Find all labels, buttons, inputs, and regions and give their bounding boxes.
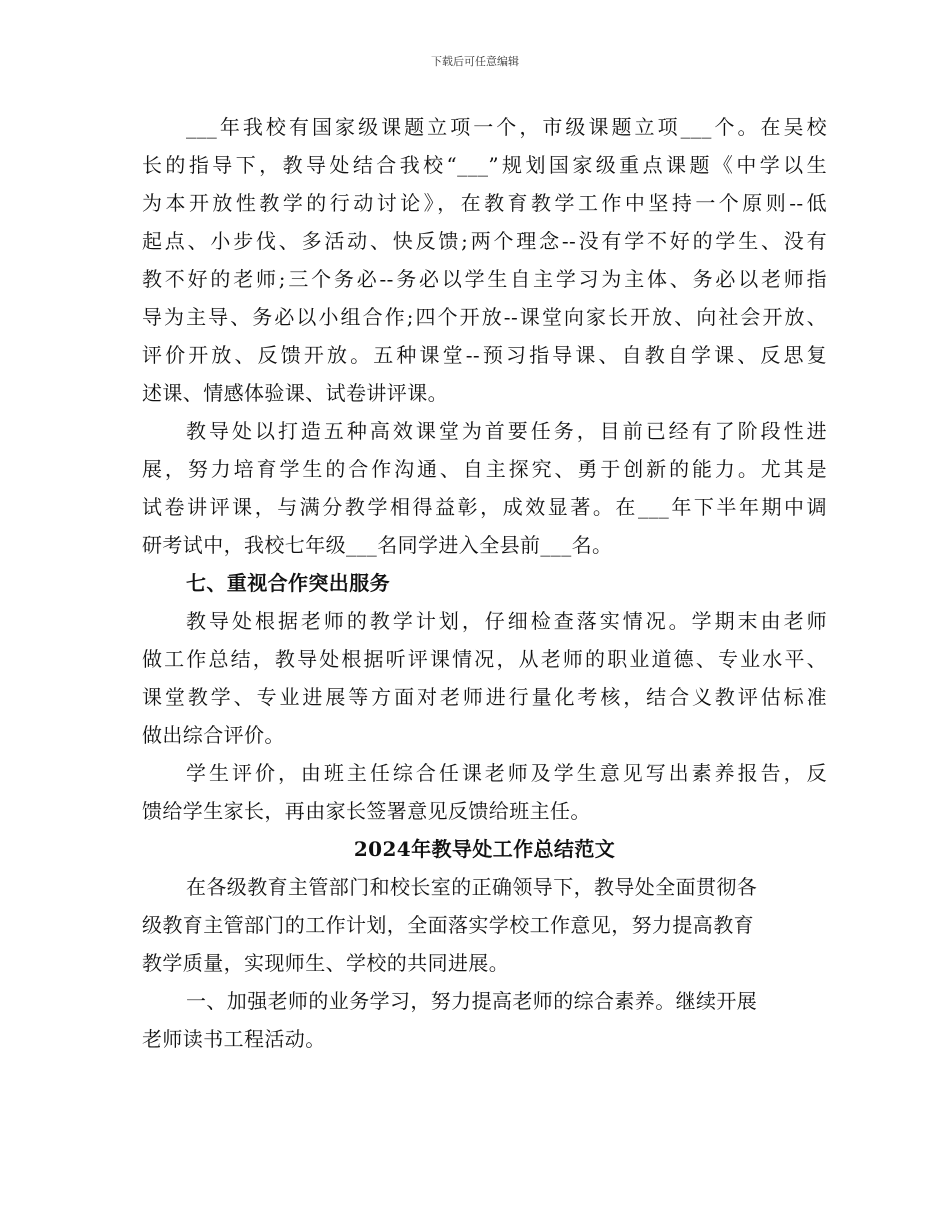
text-line: 导为主导、务必以小组合作;四个开放--课堂向家长开放、向社会开放、 (142, 305, 827, 329)
text-line: 试卷讲评课，与满分教学相得益彰，成效显著。在___年下半年期中调 (142, 495, 827, 519)
text-line: 级教育主管部门的工作计划，全面落实学校工作意见，努力提高教育 (142, 913, 754, 937)
paragraph-teacher-evaluation (142, 602, 827, 754)
text-line: ___年我校有国家级课题立项一个，市级课题立项___个。在吴校 (186, 115, 827, 139)
section-heading-7: 七、重视合作突出服务 (186, 571, 390, 595)
paragraph-efficient-classrooms (142, 412, 827, 564)
paragraph-research-projects (142, 108, 827, 412)
text-line: 做出综合评价。 (142, 723, 285, 747)
text-line: 在各级教育主管部门和校长室的正确领导下，教导处全面贯彻各 (186, 875, 758, 899)
text-line: 馈给学生家长，再由家长签署意见反馈给班主任。 (142, 799, 591, 823)
document-body (142, 108, 827, 1058)
text-line: 一、加强老师的业务学习，努力提高老师的综合素养。继续开展 (186, 989, 758, 1013)
text-line: 长的指导下，教导处结合我校“___”规划国家级重点课题《中学以生 (142, 153, 827, 177)
text-line: 教学质量，实现师生、学校的共同进展。 (142, 951, 510, 975)
text-line: 展，努力培育学生的合作沟通、自主探究、勇于创新的能力。尤其是 (142, 457, 827, 481)
document-title: 2024年教导处工作总结范文 (353, 837, 616, 861)
text-line: 为本开放性教学的行动讨论》，在教育教学工作中坚持一个原则--低 (142, 191, 827, 215)
paragraph-teacher-study (142, 982, 827, 1058)
text-line: 课堂教学、专业进展等方面对老师进行量化考核，结合义教评估标准 (142, 685, 827, 709)
text-line: 教导处以打造五种高效课堂为首要任务，目前已经有了阶段性进 (186, 419, 827, 443)
text-line: 学生评价，由班主任综合任课老师及学生意见写出素养报告，反 (186, 761, 827, 785)
text-line: 老师读书工程活动。 (142, 1027, 326, 1051)
text-line: 教导处根据老师的教学计划，仔细检查落实情况。学期末由老师 (186, 609, 827, 633)
text-line: 教不好的老师;三个务必--务必以学生自主学习为主体、务必以老师指 (142, 267, 827, 291)
text-line: 起点、小步伐、多活动、快反馈;两个理念--没有学不好的学生、没有 (142, 229, 827, 253)
text-line: 研考试中，我校七年级___名同学进入全县前___名。 (142, 533, 613, 557)
page-header-note: 下载后可任意编辑 (431, 55, 519, 68)
text-line: 述课、情感体验课、试卷讲评课。 (142, 381, 448, 405)
paragraph-student-evaluation (142, 754, 827, 830)
paragraph-introduction (142, 868, 827, 982)
text-line: 评价开放、反馈开放。五种课堂--预习指导课、自教自学课、反思复 (142, 343, 827, 367)
text-line: 做工作总结，教导处根据听评课情况，从老师的职业道德、专业水平、 (142, 647, 827, 671)
